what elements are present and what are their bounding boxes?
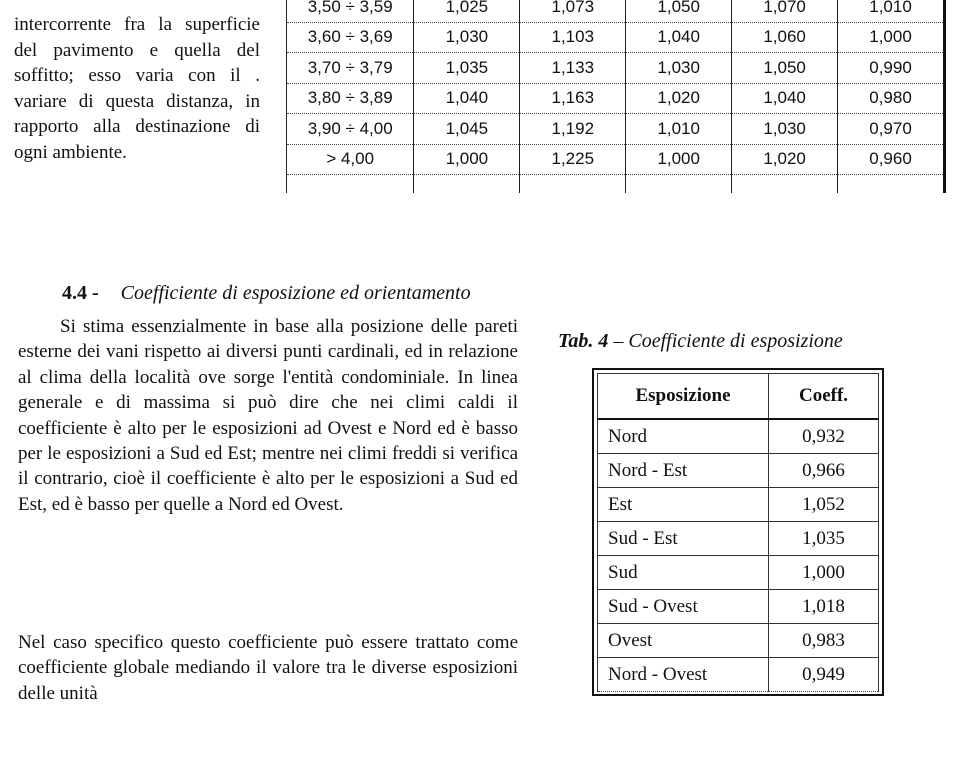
exposure-name-cell: Nord - Est — [598, 454, 769, 488]
exposure-name-cell: Sud - Ovest — [598, 590, 769, 624]
coefficient-cell: 1,010 — [626, 114, 732, 145]
exposure-table — [597, 373, 879, 692]
exposure-coeff-cell: 1,035 — [769, 522, 879, 556]
exposure-name-cell: Sud - Est — [598, 522, 769, 556]
exposure-coeff-cell: 1,052 — [769, 488, 879, 522]
table-row — [598, 658, 879, 692]
table-row — [598, 419, 879, 454]
table-row — [287, 114, 945, 145]
exposure-coeff-cell: 1,018 — [769, 590, 879, 624]
top-paragraph: intercorrente fra la superficie del pavimento e quella del soffitto; esso varia con il . variare di questa distanza, in rapporto alla destinazione di ogni ambiente. — [14, 14, 260, 163]
coefficient-cell: 1,103 — [520, 22, 626, 53]
height-coefficient-table — [286, 0, 946, 204]
coefficient-cell: 0,970 — [838, 114, 945, 145]
empty-cell — [520, 175, 626, 194]
coefficient-cell: 1,000 — [414, 144, 520, 175]
coefficient-cell: 1,030 — [414, 22, 520, 53]
table-4-title: – Coefficiente di esposizione — [613, 330, 843, 352]
coefficient-cell: 1,050 — [626, 0, 732, 22]
exposure-coeff-cell: 0,966 — [769, 454, 879, 488]
section-title: Coefficiente di esposizione ed orientamento — [120, 282, 471, 304]
coefficient-cell: 1,225 — [520, 144, 626, 175]
coefficient-cell: 1,000 — [838, 22, 945, 53]
height-range-cell: 3,80 ÷ 3,89 — [287, 83, 414, 114]
height-table — [286, 0, 946, 193]
coefficient-cell: 1,070 — [732, 0, 838, 22]
exposure-name-cell: Nord — [598, 419, 769, 454]
table-row — [287, 83, 945, 114]
exposure-name-cell: Est — [598, 488, 769, 522]
table-row — [287, 22, 945, 53]
coefficient-cell: 1,040 — [414, 83, 520, 114]
exposure-name-cell: Sud — [598, 556, 769, 590]
height-range-cell: > 4,00 — [287, 144, 414, 175]
exposure-coeff-cell: 0,983 — [769, 624, 879, 658]
table-row — [598, 522, 879, 556]
table-spacer-row — [287, 175, 945, 194]
table-row — [287, 144, 945, 175]
table-4-caption — [558, 330, 843, 353]
exposure-name-cell: Nord - Ovest — [598, 658, 769, 692]
coefficient-cell: 1,050 — [732, 53, 838, 84]
body-paragraph-1: Si stima essenzialmente in base alla posizione delle pareti esterne dei vani rispetto ai diversi punti cardinali, ed in relazione al clima della località ove sorge l'entità condominiale. In linea generale e di massima si può dire che nei climi caldi il coefficiente è alto per le esposizioni ad Ovest e Nord ed è basso per le esposizioni a Sud ed Est; mentre nei climi freddi si verifica il contrario, cioè il coefficiente è alto per le esposizioni a Sud ed Est, ed è basso per quelle a Nord ed Ovest. — [18, 316, 518, 515]
exposure-table-frame — [592, 368, 884, 696]
exposure-name-cell: Ovest — [598, 624, 769, 658]
coefficient-cell: 0,990 — [838, 53, 945, 84]
coefficient-cell: 1,020 — [732, 144, 838, 175]
height-range-cell: 3,90 ÷ 4,00 — [287, 114, 414, 145]
section-heading — [62, 282, 471, 305]
empty-cell — [287, 175, 414, 194]
empty-cell — [414, 175, 520, 194]
empty-cell — [626, 175, 732, 194]
coefficient-cell: 1,010 — [838, 0, 945, 22]
coefficient-cell: 1,000 — [626, 144, 732, 175]
exposure-coeff-cell: 0,932 — [769, 419, 879, 454]
coefficient-cell: 1,133 — [520, 53, 626, 84]
coefficient-cell: 1,025 — [414, 0, 520, 22]
table-row — [598, 590, 879, 624]
table-row — [598, 488, 879, 522]
height-range-cell: 3,60 ÷ 3,69 — [287, 22, 414, 53]
table-row — [598, 624, 879, 658]
empty-cell — [838, 175, 945, 194]
coefficient-cell: 0,960 — [838, 144, 945, 175]
coefficient-cell: 1,040 — [626, 22, 732, 53]
exposure-header-row — [598, 374, 879, 420]
empty-cell — [732, 175, 838, 194]
coefficient-cell: 1,045 — [414, 114, 520, 145]
coefficient-cell: 1,030 — [626, 53, 732, 84]
coefficient-cell: 1,030 — [732, 114, 838, 145]
table-row — [287, 53, 945, 84]
height-range-cell: 3,70 ÷ 3,79 — [287, 53, 414, 84]
coefficient-cell: 0,980 — [838, 83, 945, 114]
section-number: 4.4 - — [62, 282, 99, 304]
table-row — [598, 556, 879, 590]
coefficient-cell: 1,192 — [520, 114, 626, 145]
coefficient-cell: 1,040 — [732, 83, 838, 114]
coefficient-cell: 1,035 — [414, 53, 520, 84]
coefficient-cell: 1,060 — [732, 22, 838, 53]
table-row — [598, 454, 879, 488]
exposure-coeff-cell: 0,949 — [769, 658, 879, 692]
table-4-label: Tab. 4 — [558, 330, 609, 352]
exposure-header-coeff: Coeff. — [769, 374, 879, 420]
body-paragraph-2: Nel caso specifico questo coefficiente può essere trattato come coefficiente globale mediando il valore tra le diverse esposizioni delle unità — [18, 632, 518, 704]
height-range-cell: 3,50 ÷ 3,59 — [287, 0, 414, 22]
table-row — [287, 0, 945, 22]
coefficient-cell: 1,073 — [520, 0, 626, 22]
coefficient-cell: 1,020 — [626, 83, 732, 114]
exposure-header-esposizione: Esposizione — [598, 374, 769, 420]
exposure-coeff-cell: 1,000 — [769, 556, 879, 590]
coefficient-cell: 1,163 — [520, 83, 626, 114]
